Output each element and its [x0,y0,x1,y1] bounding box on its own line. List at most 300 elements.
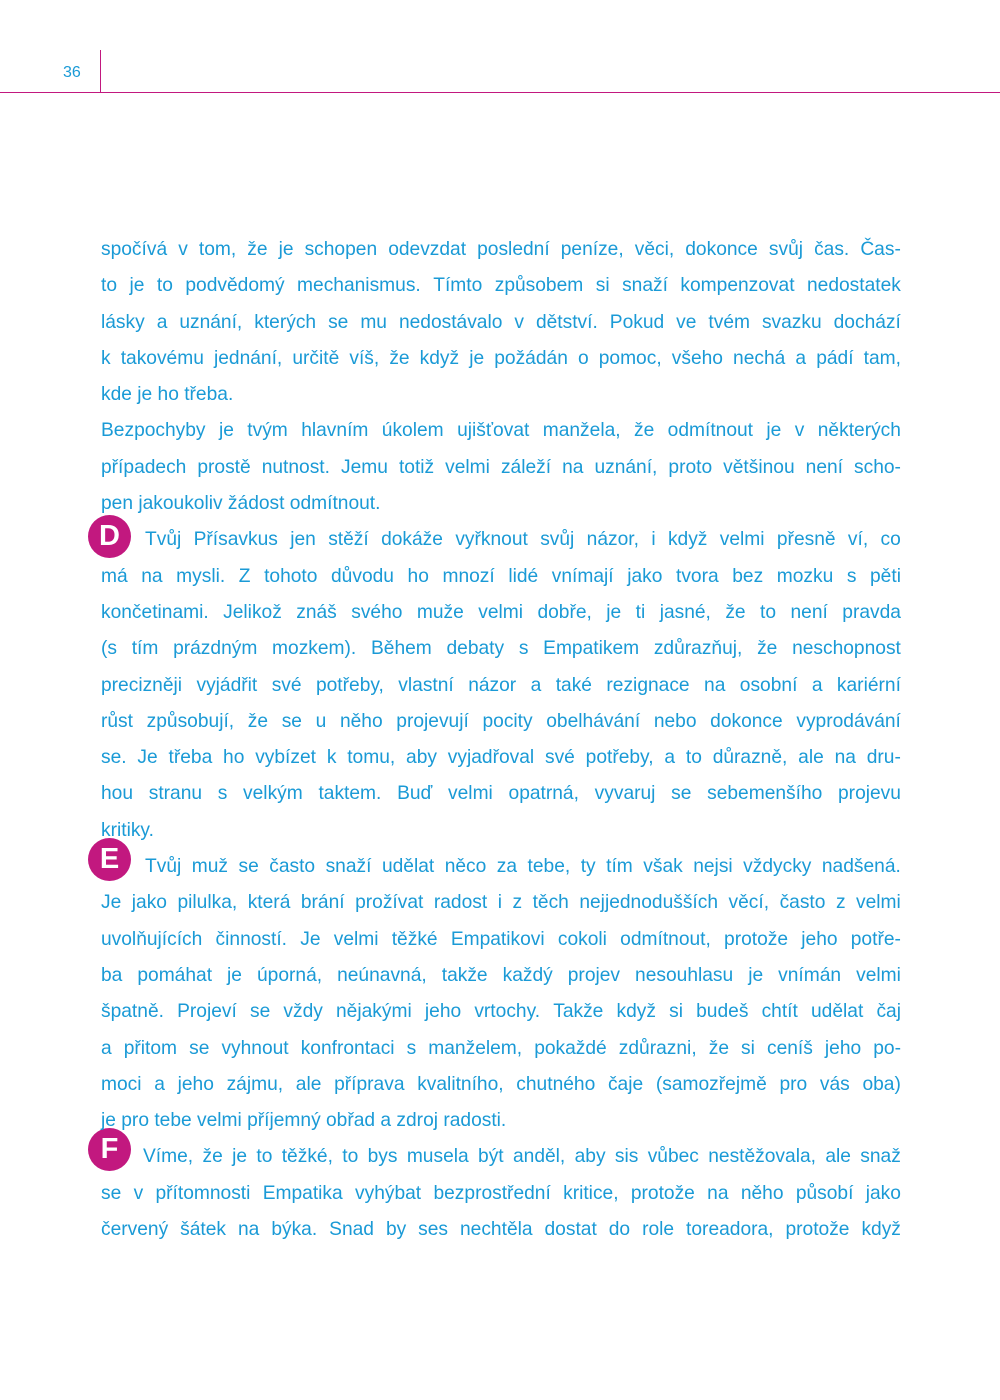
word: uznání, [179,311,243,333]
word: jasné, [659,601,711,623]
word: jednání, [213,347,283,369]
text-line [101,922,901,958]
word: bezprostřední [433,1182,551,1204]
word: zájmu, [226,1073,284,1095]
word: Buď [397,783,433,805]
word: o [577,347,589,369]
word: je [606,601,622,623]
word: v [178,239,188,260]
text-line [101,450,901,486]
text-line [101,704,901,740]
word: Pokud [609,311,665,333]
word: Empatikem [543,638,640,660]
word: pilulka, [177,892,238,914]
word: většinou [723,456,795,478]
word: že [708,1037,729,1059]
word: je [278,239,294,260]
word: hlavním [301,420,369,442]
word: že [725,601,746,623]
word: nechtěla [460,1219,533,1241]
word: když [861,1219,901,1241]
word: to [760,601,777,623]
word: projevují [396,710,469,732]
text-line [101,595,901,631]
word: tvora [675,565,719,587]
word: Takže [553,1001,604,1023]
word: dokonce [685,239,758,260]
word: také [555,674,592,696]
word: snaží [622,275,668,297]
word: ceníš [766,1037,813,1059]
text-line [101,559,901,595]
word: dru- [866,747,901,769]
word: bez [732,565,764,587]
word: nedostatek [807,275,901,297]
word: za [496,856,518,878]
word: a [664,747,676,769]
word: třeba [168,747,213,769]
word: určitě [292,347,340,369]
text-line [101,885,901,921]
word: projev [567,964,621,986]
word: nechá [733,347,786,369]
word: takže [441,964,488,986]
word: prázdným [173,638,258,660]
section-badge-f: F [88,1128,131,1171]
word: proto [668,456,713,478]
word: protože [724,928,789,950]
word: neúnavná, [337,964,427,986]
word: udělat [811,1001,864,1023]
word: důvodu [331,565,394,587]
word: zdůrazňuj, [653,638,743,660]
word: ale [798,747,824,769]
word: vyvaruj [594,783,656,805]
word: potřeby, [315,674,384,696]
word: s [518,638,529,660]
word: co [880,529,901,551]
word: takovému [120,347,204,369]
word: nesouhlasu [635,964,734,986]
word: nadšená. [821,856,901,878]
word: udělat [381,856,435,878]
word: mechanismus. [297,275,421,297]
word: vyprodávání [796,710,901,732]
word: končetinami. [101,601,209,623]
text-line [101,341,901,377]
word: těžké [391,928,438,950]
word: velmi [856,964,901,986]
text-line [101,1139,901,1175]
word: pravda [842,601,901,623]
word: často [779,892,826,914]
word: moci [101,1073,142,1095]
word: Projeví [177,1001,237,1023]
word: čaje [607,1073,644,1095]
word: ale [295,1073,322,1095]
word: odmítnout, [620,928,711,950]
word: bys [367,1146,398,1168]
word: své [271,674,302,696]
word: vždy [283,1001,323,1023]
word: ví, [847,529,869,551]
word: se [249,1001,271,1023]
text-line [101,413,901,449]
word: aby [574,1146,606,1168]
word: když [419,347,460,369]
word: manžela, [542,420,621,442]
word: čas. [814,239,850,260]
word: na [238,1219,260,1241]
word: taktem. [318,783,382,805]
text-line [101,1176,901,1212]
word: Přísavkus [193,529,278,551]
word: potřeby, [585,747,654,769]
word: přítomnosti [155,1182,251,1204]
word: musela [406,1146,469,1168]
word: Víme, [143,1146,194,1168]
word: oba) [862,1073,901,1095]
word: dochází [833,311,901,333]
word: velmi [719,529,765,551]
word: se [238,856,259,878]
word: je [748,964,764,986]
word: vyřknout [455,529,528,551]
word: svazku [761,311,822,333]
word: že [247,710,269,732]
word: role [642,1219,675,1241]
word: mysli. [176,565,226,587]
word: svého [351,601,403,623]
word: růst [101,710,133,732]
word: na [834,747,856,769]
word: s [217,783,228,805]
word: červený [101,1219,169,1241]
word: Jemu [341,456,388,478]
word: je [469,347,485,369]
word: způsobem [494,275,584,297]
word: pokaždé [534,1037,607,1059]
word: způsobují, [146,710,235,732]
word: Čas- [860,239,901,260]
word: působí [795,1182,854,1204]
text-line [101,522,901,558]
word: pomáhat [137,964,213,986]
word: ba [101,964,123,986]
word: kterých [254,311,317,333]
word: že [389,347,410,369]
word: sis [614,1146,639,1168]
text-line [101,232,901,268]
word: jako [131,892,167,914]
word: lidé [508,565,539,587]
word: do [608,1219,631,1241]
word: vlastní [398,674,454,696]
word: ve [676,311,697,333]
word: mnozí [442,565,495,587]
word: vybízet [255,747,316,769]
word: velmi [333,928,379,950]
text-line: je pro tebe velmi příjemný obřad a zdroj radosti. [101,1110,507,1132]
word: snaž [860,1146,901,1168]
word: nutnost. [261,456,330,478]
word: ujišťovat [457,420,530,442]
word: Je [300,928,321,950]
word: není [805,456,844,478]
word: se. [101,747,127,769]
word: to [342,1146,359,1168]
word: věcí, [728,892,770,914]
text-line: kde je ho třeba. [101,384,234,406]
word: a [156,311,168,333]
word: má [101,565,128,587]
word: to [685,747,702,769]
word: vyjadřoval [447,747,535,769]
word: vždycky [743,856,812,878]
word: některých [817,420,901,442]
word: důrazně, [712,747,788,769]
word: poslední [477,239,550,260]
word: když [616,1001,656,1023]
word: se [328,311,349,333]
word: je [218,420,234,442]
word: se [281,710,302,732]
word: chtít [761,1001,798,1023]
word: po- [873,1037,901,1059]
word: v [514,311,524,333]
word: těch [532,892,569,914]
word: na [562,456,584,478]
word: vnímán [778,964,842,986]
word: precizněji [101,674,183,696]
word: jeho [824,1037,862,1059]
word: ty [580,856,596,878]
word: své [544,747,575,769]
word: Z [238,565,251,587]
word: sebemenšího [707,783,823,805]
text-line: pen jakoukoliv žádost odmítnout. [101,493,381,515]
word: debaty [446,638,505,660]
word: často [269,856,316,878]
word: kvalitního, [417,1073,504,1095]
word: je [766,420,782,442]
word: podvědomý [185,275,285,297]
word: jeho [424,1001,462,1023]
word: však [643,856,683,878]
text-line [101,776,901,812]
word: mozku [776,565,834,587]
word: to [101,275,118,297]
word: přesně [776,529,836,551]
word: nejsi [693,856,733,878]
word: dobře, [537,601,592,623]
word: velmi [448,783,493,805]
word: Bezpochyby [101,420,206,442]
text-line [101,849,901,885]
word: se [671,783,692,805]
word: vůbec [647,1146,699,1168]
word: každý [502,964,553,986]
word: kompenzovat [680,275,795,297]
word: když [667,529,708,551]
word: pádí [816,347,854,369]
word: vyjádřit [196,674,258,696]
word: dětství. [535,311,598,333]
word: Tvůj [145,529,182,551]
word: dostat [544,1219,597,1241]
word: prožívat [355,892,424,914]
word: zdůrazni, [618,1037,697,1059]
text-line [101,958,901,994]
word: brání [300,892,345,914]
word: dokáže [381,529,443,551]
word: ale [825,1146,851,1168]
word: příprava [334,1073,405,1095]
word: se [101,1182,122,1204]
word: špatně. [101,1001,164,1023]
word: radost [433,892,488,914]
word: z [835,892,846,914]
word: potře- [850,928,901,950]
word: z [512,892,523,914]
word: úkolem [381,420,444,442]
word: je [129,275,145,297]
word: konfrontaci [300,1037,395,1059]
header-vertical-rule [100,50,101,93]
word: velkým [243,783,303,805]
word: býka. [271,1219,318,1241]
word: že [202,1146,223,1168]
word: to [256,1146,273,1168]
word: (samozřejmě [655,1073,767,1095]
word: vrtochy. [474,1001,541,1023]
word: by [385,1219,407,1241]
word: a [530,674,542,696]
body-text [101,232,901,1248]
word: tvým [247,420,288,442]
word: i [651,529,656,551]
word: u [315,710,327,732]
text-line [101,268,901,304]
word: toreadora, [686,1219,774,1241]
word: jeho [801,928,838,950]
word: být [478,1146,504,1168]
word: velmi [445,456,490,478]
word: stranu [148,783,203,805]
word: tebe, [527,856,571,878]
word: záleží [500,456,552,478]
word: dokonce [710,710,783,732]
word: na [707,1182,729,1204]
word: na [704,674,726,696]
word: si [595,275,610,297]
word: anděl, [512,1146,566,1168]
word: protože [630,1182,695,1204]
text-line [101,1067,901,1103]
header-horizontal-rule [0,92,1000,93]
word: tohoto [264,565,318,587]
word: a [795,347,807,369]
word: si [669,1001,683,1023]
word: nejjednodušších [579,892,719,914]
word: snaží [325,856,372,878]
text-line [101,1031,901,1067]
word: svůj [768,239,803,260]
word: tam, [863,347,901,369]
word: k [101,347,111,369]
word: jako [627,565,663,587]
word: totiž [398,456,435,478]
word: kritice, [563,1182,619,1204]
word: názor, [586,529,639,551]
word: jeho [177,1073,214,1095]
word: nebo [653,710,697,732]
word: spočívá [101,239,168,260]
word: v [794,420,805,442]
word: činností. [215,928,288,950]
page-number: 36 [63,64,81,81]
word: tím [606,856,633,878]
word: v [133,1182,144,1204]
word: přitom [123,1037,178,1059]
word: vyhnout [221,1037,289,1059]
word: to [156,275,173,297]
word: nedostávalo [398,311,503,333]
word: jen [290,529,316,551]
word: si [741,1037,755,1059]
word: něho [339,710,383,732]
text-line [101,1212,901,1248]
word: a [101,1037,112,1059]
word: uznání, [594,456,658,478]
word: tvém [708,311,750,333]
word: cokoli [557,928,607,950]
word: Tímto [433,275,483,297]
word: ti [635,601,646,623]
word: Snad [329,1219,374,1241]
word: s [846,565,857,587]
word: těžké, [281,1146,333,1168]
word: nějakými [336,1001,412,1023]
word: věci, [634,239,675,260]
word: jako [865,1182,901,1204]
word: odmítnout [667,420,754,442]
word: svůj [540,529,575,551]
word: ho [407,565,429,587]
word: že [247,239,268,260]
text-line [101,305,901,341]
word: budeš [696,1001,749,1023]
word: Je [137,747,158,769]
word: opatrná, [508,783,579,805]
word: nestěžovala, [708,1146,816,1168]
word: velmi [856,892,901,914]
word: se [189,1037,210,1059]
text-line [101,668,901,704]
section-badge-d: D [88,515,131,558]
word: velmi [478,601,523,623]
word: kariérní [836,674,901,696]
word: víš, [349,347,380,369]
word: něho [740,1182,784,1204]
word: není [790,601,828,623]
word: čaj [876,1001,901,1023]
word: pomoc, [598,347,662,369]
word: vás [819,1073,850,1095]
word: pěti [870,565,901,587]
word: chutného [516,1073,596,1095]
word: názor [468,674,517,696]
